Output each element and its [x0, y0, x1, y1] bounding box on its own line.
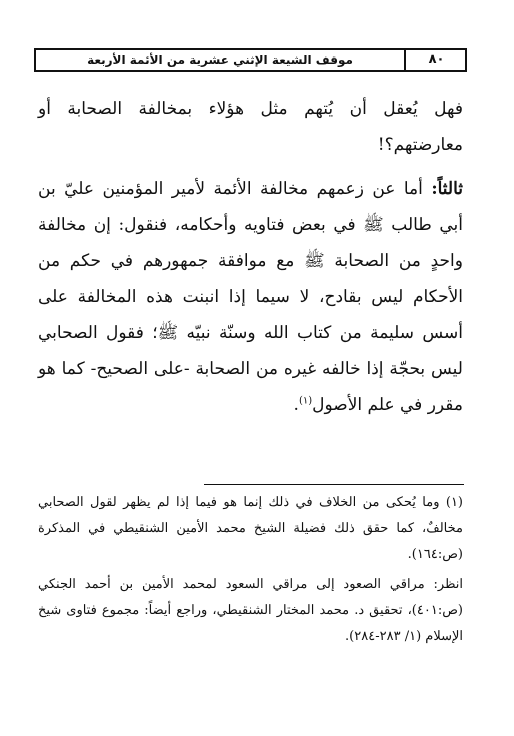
header-divider [404, 50, 406, 70]
paragraph-end: . [293, 395, 299, 415]
paragraph-text: أما عن زعمهم مخالفة الأئمة لأمير المؤمنين عليّ بن أبي طالب ﷺ في بعض فتاويه وأحكامه، فنقول: إن مخالفة واحدٍ من الصحابة ﷺ مع موافقة جمهورهم في حكم من الأحكام ليس بقادح، لا سيما إذا انبنت هذه المخالفة على أسس سليمة من كتاب الله وسنّة نبيّه ﷺ؛ فقول الصحابي ليس بحجّة إذا خالفه غيره من الصحابة -على الصحيح- كما هو مقرر في علم الأصول [38, 179, 463, 415]
footnote-divider [204, 484, 464, 485]
paragraph [38, 91, 463, 163]
page-number: ٨٠ [428, 52, 445, 67]
running-title: موقف الشيعة الإثني عشرية من الأئمة الأربعة [87, 53, 353, 67]
main-text [38, 91, 463, 423]
paragraph-label: ثالثاً: [431, 179, 463, 199]
footnotes [38, 490, 463, 650]
page-header [34, 48, 467, 72]
footnote: انظر: مراقي الصعود إلى مراقي السعود لمحمد الأمين بن أحمد الجنكي (ص:٤٠١)، تحقيق د. محمد المختار الشنقيطي، وراجع أيضاً: مجموع فتاوى شيخ الإسلام (١/ ٢٨٣-٢٨٤). [38, 577, 463, 644]
footnote: (١) وما يُحكى من الخلاف في ذلك إنما هو فيما إذا لم يظهر لقول الصحابي مخالفٌ، كما حقق ذلك فضيلة الشيخ محمد الأمين الشنقيطي في المذكرة (ص:١٦٤). [38, 495, 463, 562]
paragraph [38, 171, 463, 423]
footnote-reference[interactable]: (١) [298, 395, 313, 407]
paragraph-text: فهل يُعقل أن يُتهم مثل هؤلاء بمخالفة الصحابة أو معارضتهم؟! [38, 99, 463, 155]
